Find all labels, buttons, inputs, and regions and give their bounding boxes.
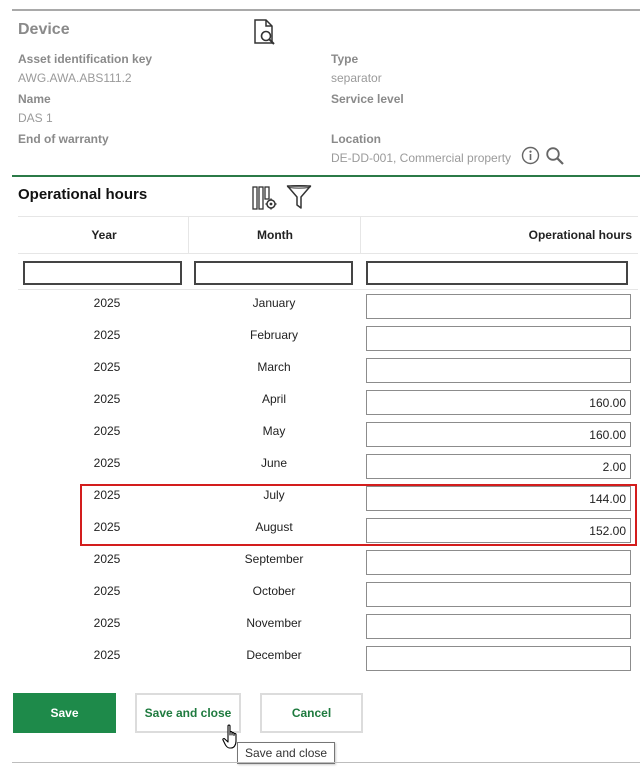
search-icon[interactable] xyxy=(545,146,565,166)
save-and-close-button[interactable]: Save and close xyxy=(135,693,241,733)
filter-icon[interactable] xyxy=(286,184,312,211)
hours-input[interactable] xyxy=(366,518,631,543)
month-cell: December xyxy=(246,648,302,662)
save-button[interactable]: Save xyxy=(13,693,116,733)
year-cell: 2025 xyxy=(93,584,121,598)
hours-input[interactable] xyxy=(366,294,631,319)
month-cell: October xyxy=(252,584,296,598)
table-row xyxy=(18,418,638,450)
section-title: Operational hours xyxy=(18,186,148,203)
year-cell: 2025 xyxy=(93,392,121,406)
year-cell: 2025 xyxy=(93,616,121,630)
hours-input[interactable] xyxy=(366,550,631,575)
filter-row xyxy=(18,254,638,290)
asset-key-value: AWG.AWA.ABS111.2 xyxy=(18,71,132,85)
location-label: Location xyxy=(331,132,381,146)
month-cell: July xyxy=(263,488,285,502)
table-row xyxy=(18,546,638,578)
type-value: separator xyxy=(331,71,382,85)
location-value: DE-DD-001, Commercial property xyxy=(331,151,512,165)
table-header xyxy=(18,216,638,254)
info-icon[interactable] xyxy=(521,146,540,165)
device-title: Device xyxy=(18,21,70,38)
service-level-label: Service level xyxy=(331,92,404,106)
hours-input[interactable] xyxy=(366,422,631,447)
month-filter-input[interactable] xyxy=(194,261,353,285)
year-cell: 2025 xyxy=(93,456,121,470)
month-cell: June xyxy=(260,456,288,470)
year-cell: 2025 xyxy=(93,520,121,534)
month-cell: January xyxy=(252,296,296,310)
month-cell: September xyxy=(244,552,304,566)
document-search-icon[interactable] xyxy=(252,19,278,47)
year-cell: 2025 xyxy=(93,424,121,438)
year-cell: 2025 xyxy=(93,552,121,566)
month-cell: March xyxy=(257,360,291,374)
table-row xyxy=(18,514,638,546)
year-cell: 2025 xyxy=(93,488,121,502)
year-cell: 2025 xyxy=(93,328,121,342)
hours-input[interactable] xyxy=(366,646,631,671)
table-row xyxy=(18,386,638,418)
warranty-label: End of warranty xyxy=(18,132,109,146)
name-label: Name xyxy=(18,92,51,106)
hours-input[interactable] xyxy=(366,358,631,383)
hours-input[interactable] xyxy=(366,486,631,511)
table-row xyxy=(18,354,638,386)
year-cell: 2025 xyxy=(93,296,121,310)
column-settings-icon[interactable] xyxy=(252,185,278,211)
year-filter-input[interactable] xyxy=(23,261,182,285)
bottom-divider xyxy=(12,762,640,763)
asset-key-label: Asset identification key xyxy=(18,52,153,66)
hours-input[interactable] xyxy=(366,390,631,415)
column-header-year[interactable]: Year xyxy=(91,228,117,242)
tooltip: Save and close xyxy=(237,742,335,764)
table-row xyxy=(18,290,638,322)
month-cell: August xyxy=(255,520,293,534)
table-row xyxy=(18,450,638,482)
table-row xyxy=(18,322,638,354)
name-value: DAS 1 xyxy=(18,111,53,125)
table-row xyxy=(18,578,638,610)
month-cell: April xyxy=(261,392,286,406)
table-row xyxy=(18,610,638,642)
column-header-month[interactable]: Month xyxy=(257,228,293,242)
year-cell: 2025 xyxy=(93,648,121,662)
column-header-operational-hours[interactable]: Operational hours xyxy=(528,228,632,242)
hours-input[interactable] xyxy=(366,326,631,351)
month-cell: February xyxy=(249,328,299,342)
top-divider xyxy=(12,9,640,11)
type-label: Type xyxy=(331,52,359,66)
cancel-button[interactable]: Cancel xyxy=(260,693,363,733)
hours-input[interactable] xyxy=(366,454,631,479)
table-row xyxy=(18,482,638,514)
section-divider xyxy=(12,175,640,177)
hours-filter-input[interactable] xyxy=(366,261,628,285)
month-cell: November xyxy=(246,616,302,630)
month-cell: May xyxy=(262,424,286,438)
hours-input[interactable] xyxy=(366,614,631,639)
table-row xyxy=(18,642,638,674)
hours-input[interactable] xyxy=(366,582,631,607)
year-cell: 2025 xyxy=(93,360,121,374)
